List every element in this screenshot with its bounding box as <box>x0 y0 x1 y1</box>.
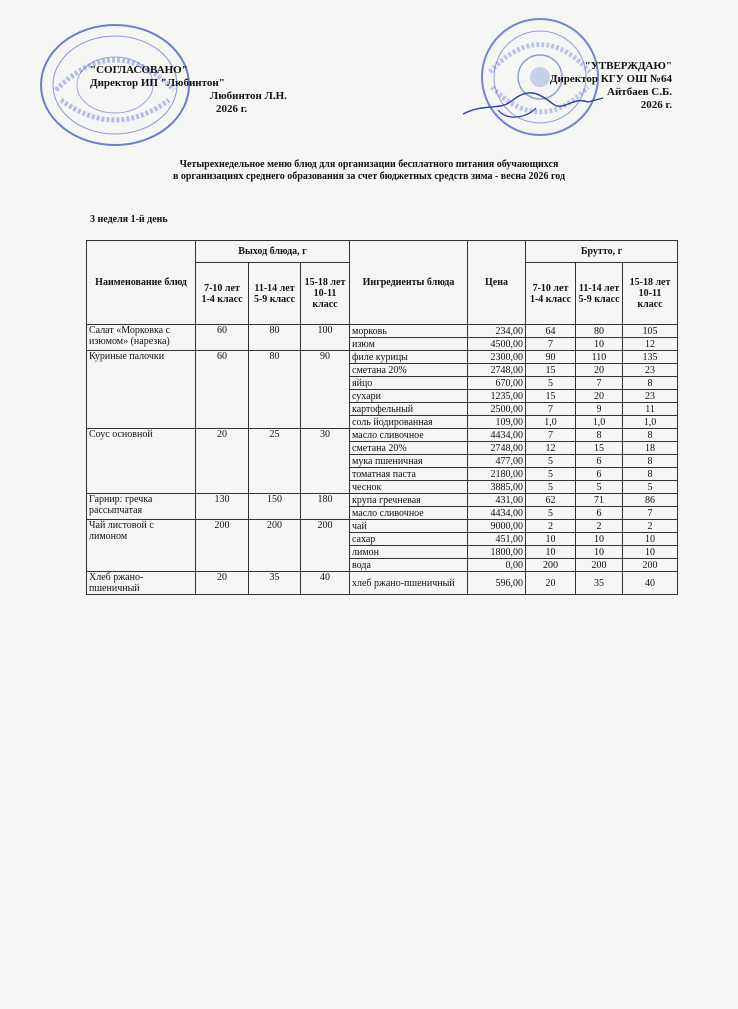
week-day-label: 3 неделя 1-й день <box>90 214 168 225</box>
table-row <box>87 572 678 595</box>
gross-age2: 6 <box>576 468 623 481</box>
gross-age1: 64 <box>526 325 576 338</box>
ingredient-price: 109,00 <box>468 416 526 429</box>
gross-age2: 7 <box>576 377 623 390</box>
gross-age3: 2 <box>623 520 678 533</box>
gross-age3: 11 <box>623 403 678 416</box>
gross-age1: 5 <box>526 468 576 481</box>
gross-age2: 9 <box>576 403 623 416</box>
gross-age2: 10 <box>576 338 623 351</box>
ingredient-name: яйцо <box>350 377 468 390</box>
gross-age3: 40 <box>623 572 678 595</box>
header-dish-name: Наименование блюд <box>87 241 196 325</box>
gross-age1: 7 <box>526 429 576 442</box>
gross-age2: 71 <box>576 494 623 507</box>
ingredient-name: мука пшеничная <box>350 455 468 468</box>
ingredient-price: 2500,00 <box>468 403 526 416</box>
gross-age3: 18 <box>623 442 678 455</box>
gross-age2: 8 <box>576 429 623 442</box>
ingredient-name: филе курицы <box>350 351 468 364</box>
dish-output-2: 80 <box>249 351 301 429</box>
ingredient-price: 3885,00 <box>468 481 526 494</box>
dish-name: Соус основной <box>87 429 196 494</box>
ingredient-price: 234,00 <box>468 325 526 338</box>
ingredient-price: 431,00 <box>468 494 526 507</box>
gross-age2: 6 <box>576 455 623 468</box>
gross-age3: 8 <box>623 455 678 468</box>
gross-age3: 135 <box>623 351 678 364</box>
header-ingredients: Ингредиенты блюда <box>350 241 468 325</box>
ingredient-name: хлеб ржано-пшеничный <box>350 572 468 595</box>
ingredient-name: масло сливочное <box>350 507 468 520</box>
gross-age2: 1,0 <box>576 416 623 429</box>
ingredient-name: вода <box>350 559 468 572</box>
header-age-line: 15-18 лет <box>629 277 671 288</box>
gross-age2: 2 <box>576 520 623 533</box>
table-row <box>87 520 678 533</box>
ingredient-name: морковь <box>350 325 468 338</box>
gross-age2: 200 <box>576 559 623 572</box>
header-output: Выход блюда, г <box>196 241 350 263</box>
dish-output-3: 40 <box>301 572 350 595</box>
ingredient-name: сахар <box>350 533 468 546</box>
dish-name: Салат «Морковка с изюмом» (нарезка) <box>87 325 196 351</box>
header-gross: Брутто, г <box>526 241 678 263</box>
gross-age3: 10 <box>623 533 678 546</box>
header-age-line: 1-4 класс <box>529 293 572 305</box>
approval-block-left <box>90 64 287 116</box>
ingredient-price: 1235,00 <box>468 390 526 403</box>
gross-age2: 10 <box>576 546 623 559</box>
header-age-line: 5-9 класс <box>253 293 296 305</box>
ingredient-name: чеснок <box>350 481 468 494</box>
dish-output-3: 90 <box>301 351 350 429</box>
dish-output-1: 60 <box>196 351 249 429</box>
gross-age2: 35 <box>576 572 623 595</box>
gross-age3: 105 <box>623 325 678 338</box>
table-row <box>87 494 678 507</box>
gross-age1: 62 <box>526 494 576 507</box>
dish-output-1: 200 <box>196 520 249 572</box>
ingredient-price: 2748,00 <box>468 364 526 377</box>
ingredient-price: 670,00 <box>468 377 526 390</box>
dish-output-1: 20 <box>196 572 249 595</box>
dish-output-3: 30 <box>301 429 350 494</box>
ingredient-price: 451,00 <box>468 533 526 546</box>
gross-age1: 5 <box>526 481 576 494</box>
dish-output-2: 80 <box>249 325 301 351</box>
header-gross-age2 <box>576 263 623 325</box>
gross-age1: 20 <box>526 572 576 595</box>
header-age-line: 15-18 лет <box>304 277 346 288</box>
table-row <box>87 325 678 338</box>
director-position: Директор КГУ ОШ №64 <box>549 73 672 85</box>
gross-age1: 1,0 <box>526 416 576 429</box>
header-output-age3 <box>301 263 350 325</box>
gross-age3: 1,0 <box>623 416 678 429</box>
gross-age3: 8 <box>623 377 678 390</box>
header-output-age2 <box>249 263 301 325</box>
title-line-2: в организациях среднего образования за счет бюджетных средств зима - весна 2026 год <box>172 171 566 182</box>
ingredient-price: 2748,00 <box>468 442 526 455</box>
gross-age3: 86 <box>623 494 678 507</box>
ingredient-name: чай <box>350 520 468 533</box>
approval-block-right <box>536 60 672 112</box>
gross-age1: 2 <box>526 520 576 533</box>
approval-date: 2026 г. <box>216 103 248 115</box>
ingredient-name: крупа гречневая <box>350 494 468 507</box>
table-row <box>87 351 678 364</box>
gross-age3: 23 <box>623 364 678 377</box>
dish-name: Гарнир: гречка рассыпчатая <box>87 494 196 520</box>
gross-age1: 5 <box>526 377 576 390</box>
ingredient-name: сметана 20% <box>350 364 468 377</box>
ingredient-name: сухари <box>350 390 468 403</box>
ingredient-price: 4434,00 <box>468 507 526 520</box>
dish-output-2: 35 <box>249 572 301 595</box>
gross-age2: 20 <box>576 364 623 377</box>
dish-name: Чай листовой с лимоном <box>87 520 196 572</box>
dish-output-3: 200 <box>301 520 350 572</box>
gross-age2: 5 <box>576 481 623 494</box>
ingredient-price: 477,00 <box>468 455 526 468</box>
gross-age3: 200 <box>623 559 678 572</box>
header-age-line: 5-9 класс <box>578 293 620 305</box>
header-gross-age1 <box>526 263 576 325</box>
gross-age1: 10 <box>526 533 576 546</box>
header-age-line: 10-11 класс <box>312 288 338 310</box>
ingredient-price: 4434,00 <box>468 429 526 442</box>
dish-name: Куриные палочки <box>87 351 196 429</box>
header-gross-age3 <box>623 263 678 325</box>
ingredient-name: соль йодированная <box>350 416 468 429</box>
ingredient-name: масло сливочное <box>350 429 468 442</box>
dish-output-2: 150 <box>249 494 301 520</box>
menu-table <box>86 240 678 595</box>
document-title <box>0 159 738 183</box>
ingredient-price: 9000,00 <box>468 520 526 533</box>
header-age-line: 11-14 лет <box>254 282 295 294</box>
gross-age3: 8 <box>623 468 678 481</box>
gross-age2: 10 <box>576 533 623 546</box>
header-price: Цена <box>468 241 526 325</box>
gross-age1: 12 <box>526 442 576 455</box>
approve-label: "УТВЕРЖДАЮ" <box>584 60 672 72</box>
gross-age3: 23 <box>623 390 678 403</box>
gross-age2: 15 <box>576 442 623 455</box>
ingredient-price: 2180,00 <box>468 468 526 481</box>
gross-age1: 7 <box>526 338 576 351</box>
dish-output-3: 100 <box>301 325 350 351</box>
header-age-line: 11-14 лет <box>578 282 620 294</box>
ingredient-name: картофельный <box>350 403 468 416</box>
dish-name: Хлеб ржано-пшеничный <box>87 572 196 595</box>
dish-output-1: 20 <box>196 429 249 494</box>
dish-output-2: 25 <box>249 429 301 494</box>
gross-age2: 6 <box>576 507 623 520</box>
gross-age1: 90 <box>526 351 576 364</box>
gross-age1: 5 <box>526 455 576 468</box>
dish-output-3: 180 <box>301 494 350 520</box>
ingredient-price: 1800,00 <box>468 546 526 559</box>
dish-output-1: 60 <box>196 325 249 351</box>
header-age-line: 1-4 класс <box>201 293 243 305</box>
ingredient-name: изюм <box>350 338 468 351</box>
ingredient-price: 4500,00 <box>468 338 526 351</box>
gross-age2: 110 <box>576 351 623 364</box>
title-line-1: Четырехнедельное меню блюд для организации бесплатного питания обучающихся <box>179 159 559 170</box>
gross-age1: 15 <box>526 364 576 377</box>
ingredient-price: 2300,00 <box>468 351 526 364</box>
gross-age3: 5 <box>623 481 678 494</box>
header-age-line: 7-10 лет <box>532 282 569 294</box>
gross-age1: 15 <box>526 390 576 403</box>
gross-age3: 12 <box>623 338 678 351</box>
approve-date: 2026 г. <box>640 99 672 111</box>
ingredient-name: сметана 20% <box>350 442 468 455</box>
gross-age2: 20 <box>576 390 623 403</box>
ingredient-price: 596,00 <box>468 572 526 595</box>
header-age-line: 7-10 лет <box>204 282 240 294</box>
director-name: Айтбаев С.Б. <box>607 86 672 98</box>
gross-age1: 7 <box>526 403 576 416</box>
dish-output-1: 130 <box>196 494 249 520</box>
gross-age1: 10 <box>526 546 576 559</box>
ingredient-name: лимон <box>350 546 468 559</box>
ingredient-price: 0,00 <box>468 559 526 572</box>
gross-age3: 8 <box>623 429 678 442</box>
gross-age2: 80 <box>576 325 623 338</box>
approver-position: Директор ИП "Любинтон" <box>90 77 225 89</box>
gross-age1: 200 <box>526 559 576 572</box>
gross-age3: 7 <box>623 507 678 520</box>
gross-age3: 10 <box>623 546 678 559</box>
table-row <box>87 429 678 442</box>
header-age-line: 10-11 класс <box>637 288 663 310</box>
approval-label: "СОГЛАСОВАНО" <box>90 64 188 76</box>
gross-age1: 5 <box>526 507 576 520</box>
approver-name: Любинтон Л.Н. <box>210 90 287 102</box>
header-output-age1 <box>196 263 249 325</box>
dish-output-2: 200 <box>249 520 301 572</box>
ingredient-name: томатная паста <box>350 468 468 481</box>
